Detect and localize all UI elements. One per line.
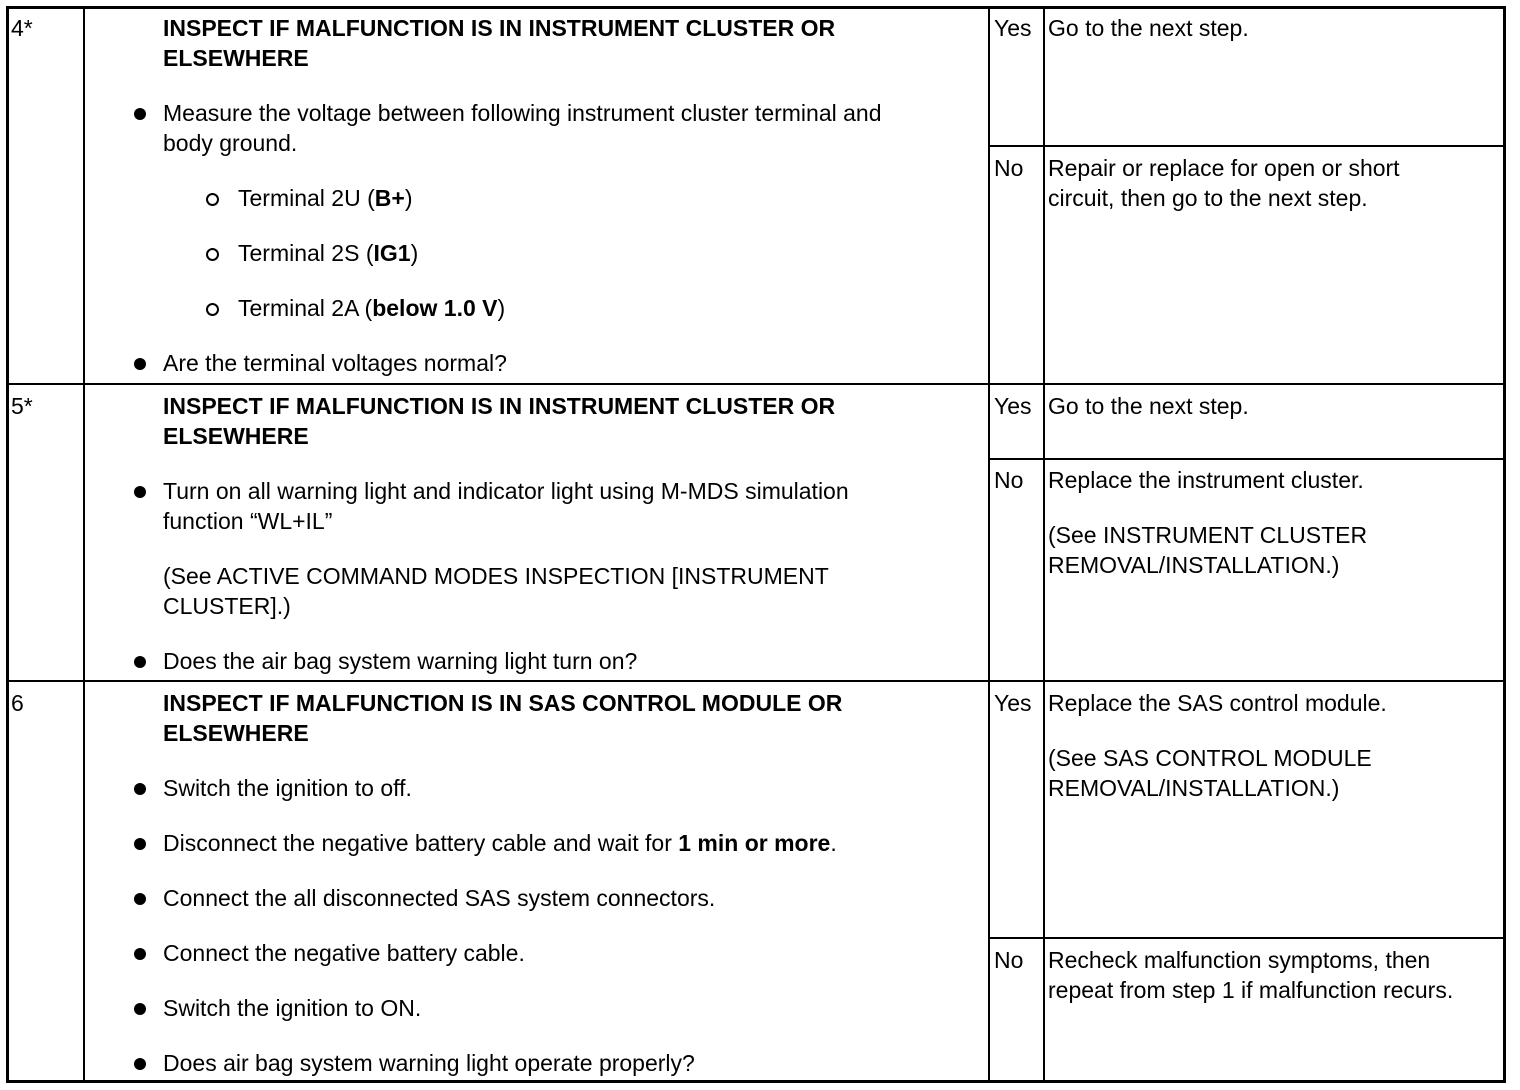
reference-note: (See SAS CONTROL MODULE — [1048, 745, 1372, 771]
step-number: 5* — [11, 393, 33, 419]
step-heading: ELSEWHERE — [163, 45, 309, 71]
result-label-no: No — [994, 155, 1024, 181]
result-text: repeat from step 1 if malfunction recurs. — [1048, 977, 1454, 1003]
result-text: Repair or replace for open or short — [1048, 155, 1400, 181]
result-text: Go to the next step. — [1048, 15, 1249, 41]
action-text: Connect the negative battery cable. — [163, 940, 525, 966]
result-label-yes: Yes — [994, 393, 1032, 419]
step-number: 4* — [11, 15, 33, 41]
result-text: Replace the SAS control module. — [1048, 690, 1387, 716]
bullet — [134, 108, 146, 120]
bullet — [134, 486, 146, 498]
reference-note: REMOVAL/INSTALLATION.) — [1048, 552, 1340, 578]
divider — [1043, 9, 1045, 1080]
row-divider — [9, 680, 1503, 682]
action-text: Turn on all warning light and indicator light using M-MDS simulation — [163, 478, 849, 504]
action-text: Switch the ignition to off. — [163, 775, 412, 801]
result-divider — [988, 458, 1503, 460]
reference-note: REMOVAL/INSTALLATION.) — [1048, 775, 1340, 801]
result-text: Recheck malfunction symptoms, then — [1048, 947, 1431, 973]
step-heading: ELSEWHERE — [163, 720, 309, 746]
step-heading: INSPECT IF MALFUNCTION IS IN INSTRUMENT CLUSTER OR — [163, 393, 836, 419]
action-text: Does the air bag system warning light turn on? — [163, 648, 638, 674]
bullet — [134, 783, 146, 795]
divider — [83, 9, 85, 1080]
action-text: Measure the voltage between following instrument cluster terminal and — [163, 100, 882, 126]
bullet — [134, 1058, 146, 1070]
bullet — [134, 656, 146, 668]
reference-note: (See INSTRUMENT CLUSTER — [1048, 522, 1368, 548]
result-label-no: No — [994, 467, 1024, 493]
result-divider — [988, 145, 1503, 147]
terminal-item: Terminal 2S (IG1) — [238, 240, 419, 266]
action-text: Switch the ignition to ON. — [163, 995, 422, 1021]
action-text: function “WL+IL” — [163, 508, 333, 534]
action-text: Disconnect the negative battery cable and wait for 1 min or more. — [163, 830, 837, 856]
terminal-item: Terminal 2A (below 1.0 V) — [238, 295, 506, 321]
sub-bullet — [206, 248, 219, 261]
action-text: Does air bag system warning light operate properly? — [163, 1050, 695, 1076]
bullet — [134, 358, 146, 370]
bullet — [134, 838, 146, 850]
result-label-yes: Yes — [994, 690, 1032, 716]
result-label-no: No — [994, 947, 1024, 973]
result-label-yes: Yes — [994, 15, 1032, 41]
reference-note: CLUSTER].) — [163, 593, 291, 619]
reference-note: (See ACTIVE COMMAND MODES INSPECTION [INSTRUMENT — [163, 563, 829, 589]
result-divider — [988, 937, 1503, 939]
divider — [988, 9, 990, 1080]
action-text: Connect the all disconnected SAS system connectors. — [163, 885, 716, 911]
row-divider — [9, 383, 1503, 385]
action-text: body ground. — [163, 130, 298, 156]
result-text: Go to the next step. — [1048, 393, 1249, 419]
terminal-item: Terminal 2U (B+) — [238, 185, 413, 211]
step-heading: INSPECT IF MALFUNCTION IS IN SAS CONTROL MODULE OR — [163, 690, 843, 716]
sub-bullet — [206, 193, 219, 206]
step-heading: ELSEWHERE — [163, 423, 309, 449]
step-number: 6 — [11, 690, 24, 716]
action-text: Are the terminal voltages normal? — [163, 350, 507, 376]
result-text: Replace the instrument cluster. — [1048, 467, 1364, 493]
bullet — [134, 893, 146, 905]
bullet — [134, 948, 146, 960]
step-heading: INSPECT IF MALFUNCTION IS IN INSTRUMENT CLUSTER OR — [163, 15, 836, 41]
bullet — [134, 1003, 146, 1015]
result-text: circuit, then go to the next step. — [1048, 185, 1368, 211]
sub-bullet — [206, 303, 219, 316]
